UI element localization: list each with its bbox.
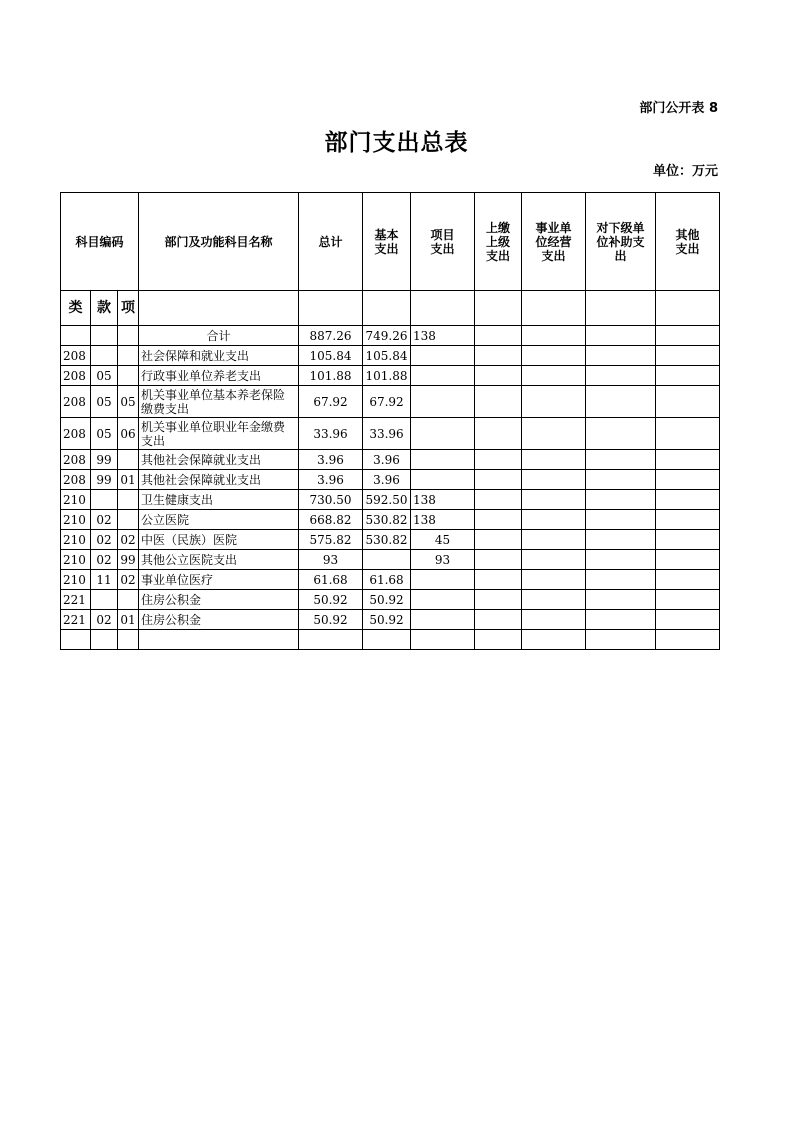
cell-total: 668.82 xyxy=(299,510,363,530)
header-project: 项目支出 xyxy=(411,193,475,291)
cell-total: 93 xyxy=(299,550,363,570)
header-business: 事业单位经营支出 xyxy=(522,193,586,291)
empty-cell xyxy=(656,570,720,590)
cell-name: 公立医院 xyxy=(139,510,299,530)
header-xiang: 项 xyxy=(118,291,139,326)
total-total: 887.26 xyxy=(299,326,363,346)
empty-cell xyxy=(656,366,720,386)
cell-xiang: 06 xyxy=(118,418,139,450)
cell-total: 50.92 xyxy=(299,590,363,610)
cell-project xyxy=(411,366,475,386)
cell-project xyxy=(411,570,475,590)
cell-basic: 3.96 xyxy=(363,450,411,470)
table-row xyxy=(61,346,720,366)
cell-xiang: 02 xyxy=(118,570,139,590)
empty-cell xyxy=(522,590,586,610)
empty-cell xyxy=(656,550,720,570)
empty-cell xyxy=(522,450,586,470)
cell-xiang xyxy=(118,450,139,470)
cell-name: 卫生健康支出 xyxy=(139,490,299,510)
empty-cell xyxy=(475,470,522,490)
header-upper: 上缴上级支出 xyxy=(475,193,522,291)
empty-cell xyxy=(475,610,522,630)
blank-row xyxy=(61,630,720,650)
empty-cell xyxy=(475,366,522,386)
empty-cell xyxy=(522,490,586,510)
cell-kuan: 02 xyxy=(91,510,118,530)
page-title: 部门支出总表 xyxy=(324,130,469,156)
cell-xiang: 01 xyxy=(118,610,139,630)
empty-cell xyxy=(522,418,586,450)
cell-basic: 33.96 xyxy=(363,418,411,450)
cell-basic: 101.88 xyxy=(363,366,411,386)
cell-name: 事业单位医疗 xyxy=(139,570,299,590)
cell-basic: 530.82 xyxy=(363,530,411,550)
empty-cell xyxy=(475,550,522,570)
cell-project xyxy=(411,418,475,450)
cell-lei: 208 xyxy=(61,386,91,418)
cell-project: 138 xyxy=(411,490,475,510)
table-row xyxy=(61,550,720,570)
table-row xyxy=(61,510,720,530)
header-total: 总计 xyxy=(299,193,363,291)
empty-cell xyxy=(586,550,656,570)
empty-cell xyxy=(656,418,720,450)
cell-project xyxy=(411,386,475,418)
empty-cell xyxy=(586,570,656,590)
empty-cell xyxy=(586,450,656,470)
empty-cell xyxy=(522,470,586,490)
empty-cell xyxy=(475,450,522,470)
table-row xyxy=(61,530,720,550)
cell-xiang: 05 xyxy=(118,386,139,418)
cell-lei: 208 xyxy=(61,418,91,450)
empty-cell xyxy=(656,610,720,630)
cell-total: 67.92 xyxy=(299,386,363,418)
cell-name: 中医（民族）医院 xyxy=(139,530,299,550)
table-row xyxy=(61,386,720,418)
cell-basic: 3.96 xyxy=(363,470,411,490)
empty-cell xyxy=(586,366,656,386)
cell-project: 93 xyxy=(411,550,475,570)
cell-project xyxy=(411,590,475,610)
cell-basic: 67.92 xyxy=(363,386,411,418)
cell-kuan xyxy=(91,590,118,610)
total-project: 138 xyxy=(411,326,475,346)
cell-lei: 210 xyxy=(61,490,91,510)
empty-cell xyxy=(586,590,656,610)
table-row xyxy=(61,610,720,630)
empty-cell xyxy=(475,490,522,510)
cell-basic: 61.68 xyxy=(363,570,411,590)
cell-kuan: 02 xyxy=(91,530,118,550)
empty-cell xyxy=(475,418,522,450)
empty-cell xyxy=(586,530,656,550)
empty-cell xyxy=(475,346,522,366)
header-other: 其他支出 xyxy=(656,193,720,291)
empty-cell xyxy=(522,386,586,418)
empty-cell xyxy=(586,490,656,510)
table-row xyxy=(61,590,720,610)
empty-cell xyxy=(656,490,720,510)
cell-project xyxy=(411,470,475,490)
empty-cell xyxy=(522,346,586,366)
empty-cell xyxy=(656,470,720,490)
cell-total: 33.96 xyxy=(299,418,363,450)
table-row xyxy=(61,418,720,450)
cell-xiang xyxy=(118,346,139,366)
empty-cell xyxy=(475,570,522,590)
cell-kuan xyxy=(91,490,118,510)
cell-lei: 221 xyxy=(61,610,91,630)
cell-kuan: 99 xyxy=(91,470,118,490)
table-row xyxy=(61,470,720,490)
cell-name: 社会保障和就业支出 xyxy=(139,346,299,366)
cell-project xyxy=(411,450,475,470)
empty-cell xyxy=(586,346,656,366)
cell-xiang xyxy=(118,366,139,386)
cell-lei: 208 xyxy=(61,366,91,386)
header-lei: 类 xyxy=(61,291,91,326)
empty-cell xyxy=(522,530,586,550)
table-row xyxy=(61,366,720,386)
empty-cell xyxy=(656,386,720,418)
cell-name: 机关事业单位基本养老保险缴费支出 xyxy=(139,386,299,418)
cell-lei: 210 xyxy=(61,550,91,570)
cell-kuan: 99 xyxy=(91,450,118,470)
empty-cell xyxy=(475,590,522,610)
cell-basic xyxy=(363,550,411,570)
header-subsidy: 对下级单位补助支出 xyxy=(586,193,656,291)
table-row xyxy=(61,450,720,470)
empty-cell xyxy=(586,386,656,418)
cell-xiang xyxy=(118,510,139,530)
empty-cell xyxy=(522,610,586,630)
empty-cell xyxy=(475,530,522,550)
empty-cell xyxy=(475,510,522,530)
cell-total: 3.96 xyxy=(299,450,363,470)
cell-xiang xyxy=(118,590,139,610)
cell-xiang: 01 xyxy=(118,470,139,490)
expenditure-table xyxy=(60,192,720,650)
cell-total: 105.84 xyxy=(299,346,363,366)
cell-total: 50.92 xyxy=(299,610,363,630)
cell-name: 机关事业单位职业年金缴费支出 xyxy=(139,418,299,450)
empty-cell xyxy=(586,470,656,490)
cell-name: 其他社会保障就业支出 xyxy=(139,450,299,470)
form-number: 部门公开表 8 xyxy=(639,101,718,116)
cell-lei: 208 xyxy=(61,470,91,490)
cell-xiang: 02 xyxy=(118,530,139,550)
cell-lei: 210 xyxy=(61,570,91,590)
total-basic: 749.26 xyxy=(363,326,411,346)
empty-cell xyxy=(522,550,586,570)
cell-project xyxy=(411,610,475,630)
empty-cell xyxy=(522,510,586,530)
empty-cell xyxy=(656,510,720,530)
empty-cell xyxy=(656,530,720,550)
header-kuan: 款 xyxy=(91,291,118,326)
empty-cell xyxy=(656,346,720,366)
cell-basic: 530.82 xyxy=(363,510,411,530)
total-name: 合计 xyxy=(139,326,299,346)
unit-label: 单位：万元 xyxy=(652,164,718,179)
header-basic: 基本支出 xyxy=(363,193,411,291)
empty-cell xyxy=(586,418,656,450)
cell-total: 61.68 xyxy=(299,570,363,590)
empty-cell xyxy=(656,590,720,610)
total-row xyxy=(61,326,720,346)
cell-name: 住房公积金 xyxy=(139,610,299,630)
cell-lei: 210 xyxy=(61,510,91,530)
cell-name: 行政事业单位养老支出 xyxy=(139,366,299,386)
cell-project xyxy=(411,346,475,366)
empty-cell xyxy=(586,510,656,530)
empty-cell xyxy=(522,570,586,590)
cell-total: 730.50 xyxy=(299,490,363,510)
cell-project: 45 xyxy=(411,530,475,550)
cell-basic: 50.92 xyxy=(363,590,411,610)
cell-xiang xyxy=(118,490,139,510)
cell-total: 575.82 xyxy=(299,530,363,550)
empty-cell xyxy=(656,450,720,470)
cell-name: 住房公积金 xyxy=(139,590,299,610)
header-code: 科目编码 xyxy=(61,193,139,291)
cell-total: 3.96 xyxy=(299,470,363,490)
cell-lei: 221 xyxy=(61,590,91,610)
header-name: 部门及功能科目名称 xyxy=(139,193,299,291)
cell-basic: 50.92 xyxy=(363,610,411,630)
table-row xyxy=(61,570,720,590)
cell-kuan: 05 xyxy=(91,366,118,386)
table-row xyxy=(61,490,720,510)
cell-basic: 105.84 xyxy=(363,346,411,366)
cell-kuan: 02 xyxy=(91,610,118,630)
cell-basic: 592.50 xyxy=(363,490,411,510)
cell-lei: 210 xyxy=(61,530,91,550)
empty-cell xyxy=(475,386,522,418)
cell-name: 其他社会保障就业支出 xyxy=(139,470,299,490)
empty-cell xyxy=(586,610,656,630)
cell-lei: 208 xyxy=(61,450,91,470)
cell-name: 其他公立医院支出 xyxy=(139,550,299,570)
cell-kuan: 02 xyxy=(91,550,118,570)
cell-total: 101.88 xyxy=(299,366,363,386)
cell-lei: 208 xyxy=(61,346,91,366)
cell-project: 138 xyxy=(411,510,475,530)
cell-kuan xyxy=(91,346,118,366)
empty-cell xyxy=(522,366,586,386)
cell-kuan: 11 xyxy=(91,570,118,590)
cell-kuan: 05 xyxy=(91,418,118,450)
cell-xiang: 99 xyxy=(118,550,139,570)
cell-kuan: 05 xyxy=(91,386,118,418)
